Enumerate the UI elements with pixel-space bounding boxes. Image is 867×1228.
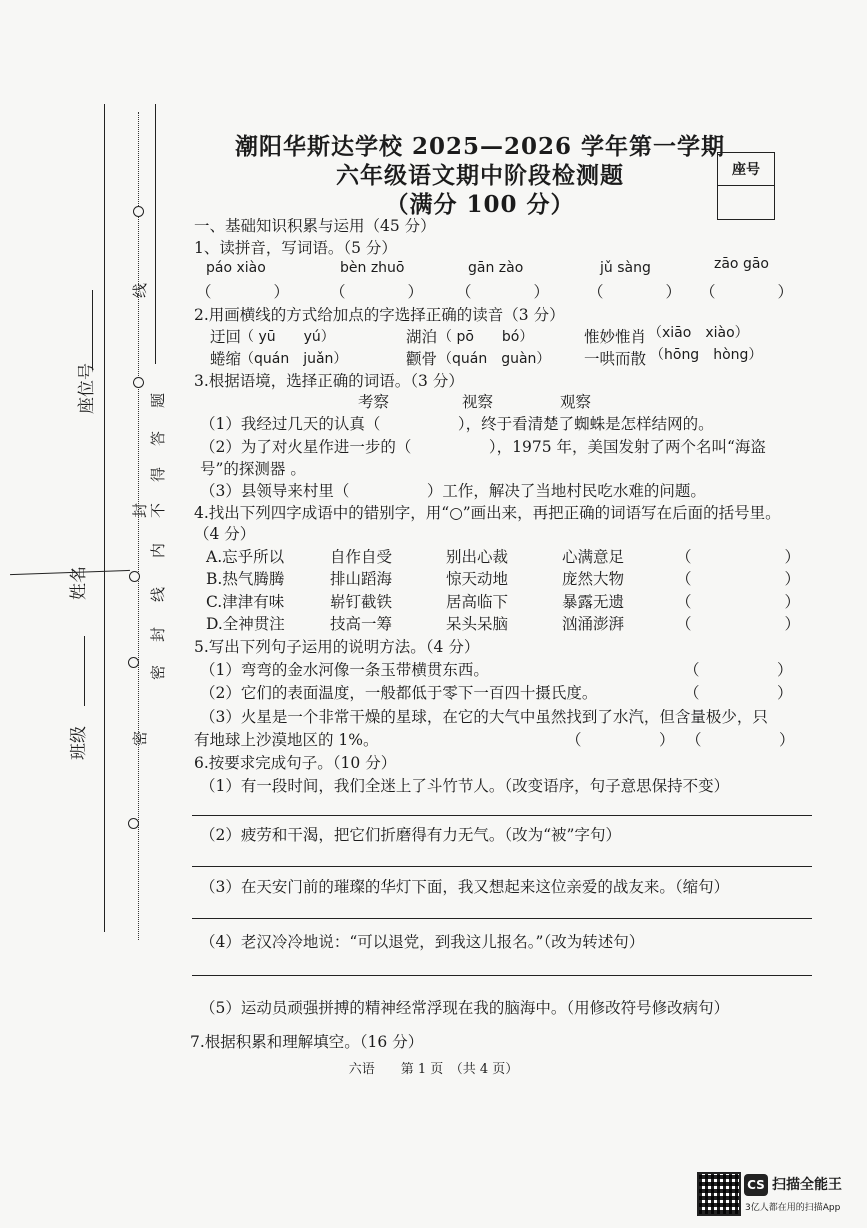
seat-number-box-divider: [718, 185, 774, 186]
q5-sentence: （3）火星是一个非常干燥的星球，在它的大气中虽然找到了水汽，但含量极少，只: [200, 708, 768, 726]
q6-prompt: （2）疲劳和干渴，把它们折磨得有力无气。（改为“被”字句）: [200, 826, 621, 844]
binding-hole: [128, 657, 139, 668]
seal-char: 线: [149, 586, 168, 603]
q5-sentence: （1）弯弯的金水河像一条玉带横贯东西。: [200, 661, 489, 679]
page-footer: 六语 第 1 页 （共 4 页）: [348, 1062, 519, 1077]
answer-blank[interactable]: （ ）: [676, 593, 801, 611]
idiom[interactable]: 技高一筹: [330, 615, 393, 633]
answer-blank[interactable]: （ ）: [676, 570, 801, 588]
pinyin-prompt: gān zào: [468, 260, 524, 276]
question-7-title: 7.根据积累和理解填空。（16 分）: [190, 1033, 424, 1051]
question-5-title: 5.写出下列句子运用的说明方法。（4 分）: [194, 638, 480, 656]
answer-blank[interactable]: （ ）: [700, 283, 794, 301]
camscanner-logo-icon: CS: [744, 1174, 768, 1196]
margin-dotted-line: [138, 112, 139, 940]
seal-char: 不: [149, 502, 168, 519]
section-title: 一、基础知识积累与运用（45 分）: [194, 217, 436, 235]
answer-blank[interactable]: （ ）: [684, 661, 793, 679]
exam-title-grade: 六年级语文期中阶段检测题: [336, 162, 624, 189]
word-choice: 视察: [462, 393, 494, 411]
question-4-score: （4 分）: [194, 525, 256, 543]
seal-char: 封: [131, 502, 150, 519]
binding-hole: [129, 571, 140, 582]
seal-char: 密: [149, 664, 168, 681]
question-3-title: 3.根据语境，选择正确的词语。（3 分）: [194, 372, 464, 390]
pinyin-prompt: zāo gāo: [714, 256, 769, 272]
idiom[interactable]: 别出心裁: [446, 548, 509, 566]
q5-sentence: 有地球上沙漠地区的 1%。: [194, 731, 379, 749]
q2-options[interactable]: （ pō bó）: [438, 329, 534, 345]
binding-hole: [133, 206, 144, 217]
question-2-title: 2.用画横线的方式给加点的字选择正确的读音（3 分）: [194, 306, 565, 324]
idiom[interactable]: 庞然大物: [562, 570, 625, 588]
binding-hole: [133, 377, 144, 388]
answer-blank[interactable]: （ ）: [196, 283, 290, 301]
answer-line[interactable]: [192, 975, 812, 976]
word-choice: 观察: [560, 393, 592, 411]
q2-word: 惟妙惟肖: [584, 328, 647, 346]
q3-sentence[interactable]: （3）县领导来村里（ ）工作，解决了当地村民吃水难的问题。: [200, 482, 706, 500]
seal-char: 得: [149, 466, 168, 483]
exam-title-score: （满分 100 分）: [385, 191, 575, 218]
idiom[interactable]: B.热气腾腾: [206, 570, 285, 588]
q6-prompt[interactable]: （5）运动员顽强拼搏的精神经常浮现在我的脑海中。（用修改符号修改病句）: [200, 999, 730, 1017]
answer-line[interactable]: [192, 866, 812, 867]
idiom[interactable]: 惊天动地: [446, 570, 509, 588]
idiom[interactable]: 居高临下: [446, 593, 509, 611]
seal-char: 题: [149, 392, 168, 409]
idiom[interactable]: 心满意足: [562, 548, 625, 566]
idiom[interactable]: 排山蹈海: [330, 570, 393, 588]
q3-sentence[interactable]: （2）为了对火星作进一步的（ ），1975 年，美国发射了两个名叫“海盗: [200, 438, 766, 456]
answer-line[interactable]: [192, 918, 812, 919]
answer-blank[interactable]: （ ）: [456, 283, 550, 301]
q2-word: 蜷缩: [210, 350, 242, 368]
q2-word: 颧骨: [406, 350, 438, 368]
q2-word: 迂回: [210, 328, 242, 346]
answer-blank[interactable]: （ ）: [566, 731, 675, 749]
seal-char: 内: [149, 542, 168, 559]
qr-code-icon: [697, 1172, 741, 1216]
idiom[interactable]: 汹涌澎湃: [562, 615, 625, 633]
idiom[interactable]: 自作自受: [330, 548, 393, 566]
seat-number-box[interactable]: [717, 152, 775, 220]
pinyin-prompt: páo xiào: [206, 260, 266, 276]
idiom[interactable]: 暴露无遗: [562, 593, 625, 611]
name-label: 姓名: [69, 566, 89, 600]
q2-options[interactable]: （quán guàn）: [438, 351, 551, 367]
binding-hole: [128, 818, 139, 829]
seat-number-blank[interactable]: [92, 290, 93, 370]
q5-sentence: （2）它们的表面温度，一般都低于零下一百四十摄氏度。: [200, 684, 598, 702]
q3-sentence: 号”的探测器 。: [200, 460, 306, 478]
idiom[interactable]: C.津津有味: [206, 593, 285, 611]
word-choice: 考察: [358, 393, 390, 411]
seal-char: 密: [131, 730, 150, 747]
seal-char: 线: [131, 282, 150, 299]
question-4-title: 4.找出下列四字成语中的错别字，用“○”画出来，再把正确的词语写在后面的括号里。: [194, 504, 781, 522]
seat-number-label: 座位号: [77, 363, 97, 414]
answer-blank[interactable]: （ ）: [676, 548, 801, 566]
margin-rule-left: [104, 104, 105, 932]
idiom[interactable]: 呆头呆脑: [446, 615, 509, 633]
exam-title-school: 潮阳华斯达学校 2025—2026 学年第一学期: [234, 133, 726, 160]
q2-word: 湖泊: [406, 328, 438, 346]
answer-line[interactable]: [192, 815, 812, 816]
idiom[interactable]: D.全神贯注: [206, 615, 285, 633]
answer-blank[interactable]: （ ）: [676, 615, 801, 633]
answer-blank[interactable]: （ ）: [684, 684, 793, 702]
pinyin-prompt: bèn zhuō: [340, 260, 405, 276]
watermark-slogan: 3亿人都在用的扫描App: [745, 1203, 841, 1213]
seat-number-box-label: 座号: [732, 162, 760, 178]
q6-prompt: （1）有一段时间，我们全迷上了斗竹节人。（改变语序，句子意思保持不变）: [200, 777, 730, 795]
q2-word: 一哄而散: [584, 350, 647, 368]
seal-char: 封: [149, 626, 168, 643]
q2-options[interactable]: （xiāo xiào）: [648, 325, 749, 341]
class-label: 班级: [69, 726, 89, 760]
answer-blank[interactable]: （ ）: [686, 731, 795, 749]
q6-prompt: （4）老汉冷冷地说：“可以退党，到我这儿报名。”（改为转述句）: [200, 933, 645, 951]
q2-options[interactable]: （quán juǎn）: [240, 351, 348, 367]
class-blank[interactable]: [84, 636, 85, 706]
seal-char: 答: [149, 430, 168, 447]
idiom[interactable]: A.忘乎所以: [206, 548, 285, 566]
q6-prompt: （3）在天安门前的璀璨的华灯下面，我又想起来这位亲爱的战友来。（缩句）: [200, 878, 730, 896]
watermark-app-name: 扫描全能王: [772, 1177, 842, 1193]
question-6-title: 6.按要求完成句子。（10 分）: [194, 754, 397, 772]
q2-options[interactable]: （ yū yú）: [240, 329, 335, 345]
q3-sentence[interactable]: （1）我经过几天的认真（ ），终于看清楚了蜘蛛是怎样结网的。: [200, 415, 714, 433]
margin-rule-right: [155, 104, 156, 364]
answer-blank[interactable]: （ ）: [330, 283, 424, 301]
idiom[interactable]: 崭钉截铁: [330, 593, 393, 611]
q2-options[interactable]: （hōng hòng）: [650, 347, 763, 363]
question-1-title: 1、读拼音，写词语。（5 分）: [194, 239, 397, 257]
pinyin-prompt: jǔ sàng: [600, 260, 651, 276]
answer-blank[interactable]: （ ）: [588, 283, 682, 301]
